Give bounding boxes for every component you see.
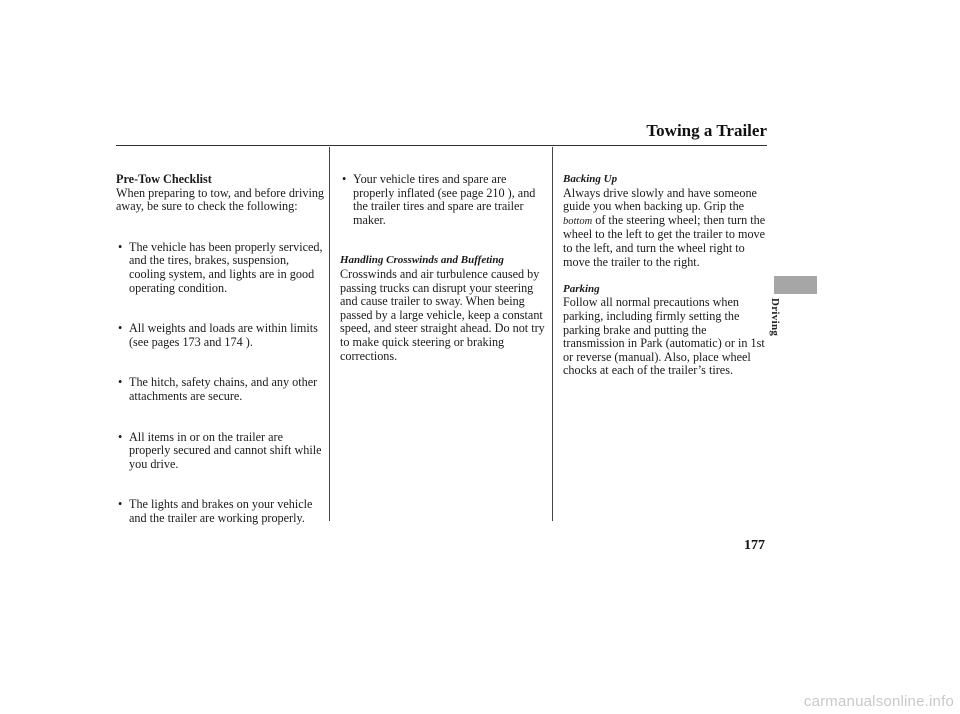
page-number: 177 [744,538,765,553]
checklist-item: • The vehicle has been properly serviced, and the tires, brakes, suspension, cooling system, and lights are in good operating condition. [116,241,326,295]
backing-up-emphasis: bottom [563,215,593,227]
checklist-item: • The hitch, safety chains, and any other attachments are secure. [116,376,326,403]
checklist-continued [340,173,546,227]
checklist-item: • All weights and loads are within limits (see pages 173 and 174 ). [116,322,326,349]
checklist-item: • Your vehicle tires and spare are properly inflated (see page 210 ), and the trailer tires and spare are trailer maker. [340,173,546,227]
parking-heading: Parking [563,282,600,295]
backing-up-text-post: of the steering wheel; then turn the wheel to the left to get the trailer to move to the left, and turn the wheel right to move the trailer to the right. [563,212,766,269]
pre-tow-checklist-heading: Pre-Tow Checklist [116,172,212,186]
header-rule [116,145,767,146]
section-tab-label: Driving [769,298,781,337]
watermark: carmanualsonline.info [803,693,954,710]
column-backing-parking [563,173,769,378]
backing-up-heading: Backing Up [563,173,618,185]
section-tab-marker [774,276,817,294]
crosswinds-text: Crosswinds and air turbulence caused by passing trucks can disrupt your steering and cause trailer to sway. When being passed by a large vehicle, keep a constant speed, and steer straight ahead. Do not try to make quick steering or braking corrections. [340,266,545,363]
column-pre-tow-checklist [116,173,326,526]
crosswinds-heading: Handling Crosswinds and Buffeting [340,254,504,267]
checklist [116,241,326,526]
column-crosswinds [340,173,546,363]
checklist-item: • All items in or on the trailer are properly secured and cannot shift while you drive. [116,431,326,472]
backing-up-text-pre: Always drive slowly and have someone guide you when backing up. Grip the [563,185,757,214]
backing-up-text [563,187,769,270]
parking-text: Follow all normal precautions when parking, including firmly setting the parking brake and putting the transmission in Park (automatic) or in 1st or reverse (manual). Also, place wheel chocks at each of the trailer’s tires. [563,295,765,378]
checklist-item: • The lights and brakes on your vehicle and the trailer are working properly. [116,498,326,525]
column-divider-2 [552,147,553,521]
page-title: Towing a Trailer [646,121,767,140]
pre-tow-intro: When preparing to tow, and before driving away, be sure to check the following: [116,185,325,214]
column-divider-1 [329,147,330,521]
